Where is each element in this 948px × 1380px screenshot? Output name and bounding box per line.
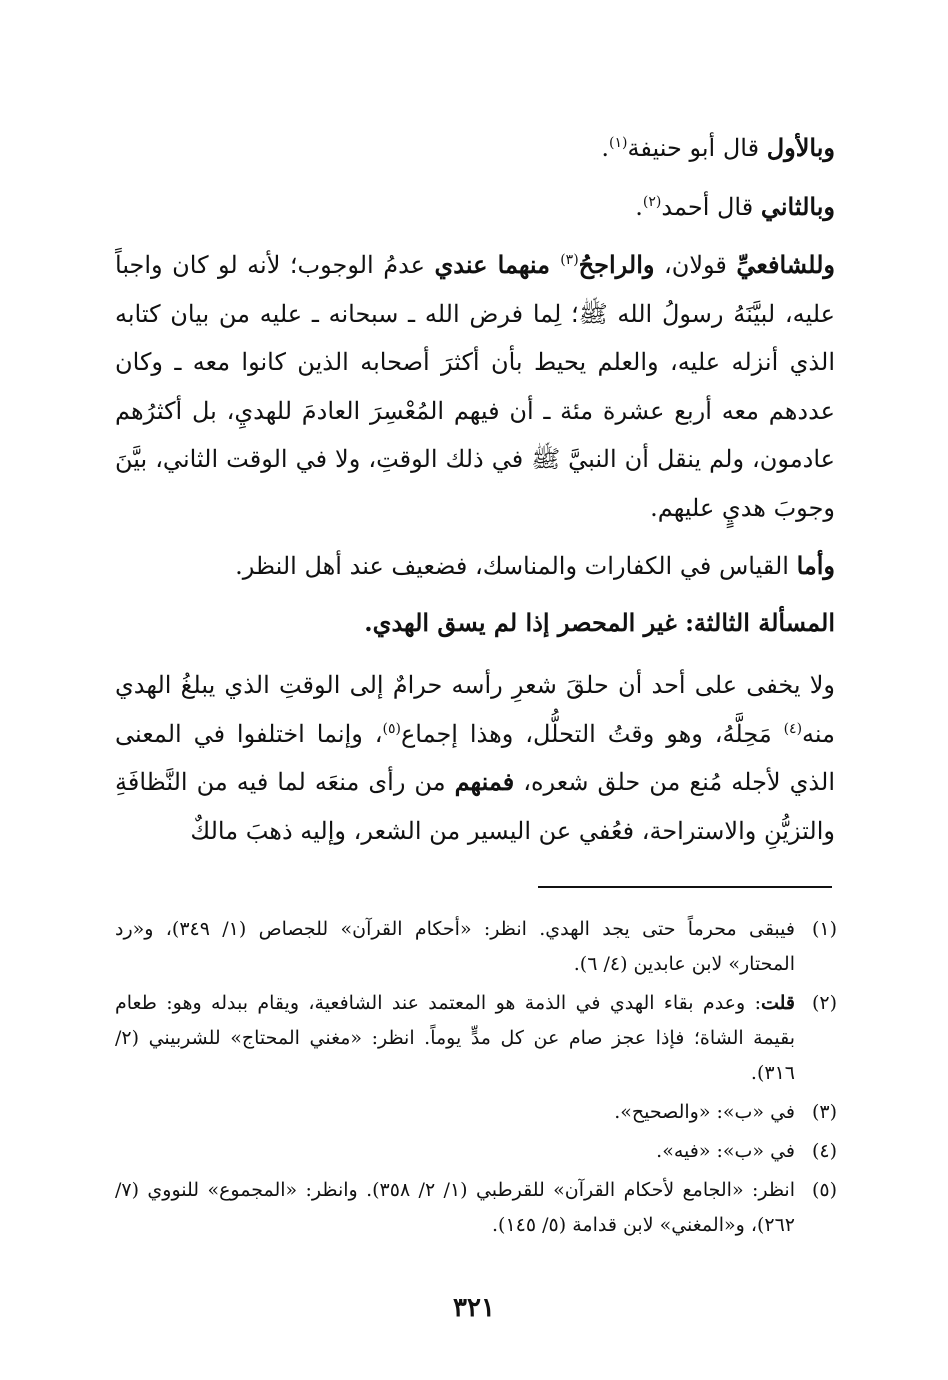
footnote-text: في «ب»: «فيه». — [656, 1140, 795, 1162]
footnote-marker[interactable]: (١) — [609, 135, 628, 151]
paragraph-ahmad — [115, 183, 835, 232]
heading-text: المسألة الثالثة: غير المحصر إذا لم يسق الهدي. — [364, 607, 835, 637]
footnote-marker[interactable]: (٣) — [560, 252, 579, 268]
paragraph-shafii — [115, 241, 835, 532]
bold-lead: وبالثاني — [760, 191, 835, 221]
bold-phrase: فمنهم — [454, 767, 515, 796]
footnote-1 — [115, 912, 837, 982]
footnote-3 — [115, 1095, 837, 1130]
footnote-number: (٣) — [811, 1101, 837, 1123]
paragraph-end: . — [601, 134, 610, 162]
footnote-4 — [115, 1134, 837, 1169]
footnote-number: (٤) — [811, 1140, 837, 1162]
paragraph-text: القياس في الكفارات والمناسك، فضعيف عند أهل النظر. — [235, 552, 797, 580]
footnote-number: (١) — [811, 918, 837, 940]
paragraph-text: من رأى منعَه لما فيه من النَّظافَةِ والتزيُّنِ والاستراحة، فعُفي عن اليسير من الشعر، وإليه ذهبَ مالكٌ — [115, 768, 835, 845]
footnote-marker[interactable]: (٤) — [783, 720, 803, 737]
footnote-2 — [115, 986, 837, 1091]
footnote-text: : وعدم بقاء الهدي في الذمة هو المعتمد عند الشافعية، ويقام ببدله وهو: طعام بقيمة الشاة؛ فإذا عجز صام عن كل مدٍّ يوماً. انظر: «مغني المحتاج» للشربيني (٢/ ٣١٦). — [115, 992, 795, 1084]
bold-lead: وللشافعيِّ — [736, 250, 836, 279]
footnote-number: (٥) — [811, 1179, 837, 1201]
section-heading — [115, 599, 835, 648]
footnote-marker[interactable]: (٥) — [382, 720, 401, 737]
footnote-marker[interactable]: (٢) — [642, 193, 662, 210]
paragraph-text: قال أبو حنيفة — [627, 134, 767, 162]
footnote-lead: قلت — [760, 992, 795, 1014]
paragraph-abu-hanifa — [115, 124, 835, 173]
footnote-text: فيبقى محرماً حتى يجد الهدي. انظر: «أحكام القرآن» للجصاص (١/ ٣٤٩)، و«رد المحتار» لابن عابدين (٤/ ٦). — [115, 918, 795, 975]
paragraph-qiyas — [115, 542, 835, 591]
paragraph-end: . — [635, 192, 643, 221]
footnote-separator — [538, 886, 832, 888]
footnote-5 — [115, 1173, 837, 1243]
paragraph-text: ، وإنما اختلفوا في المعنى الذي لأجله مُنع من حلق شعره، — [115, 719, 835, 796]
paragraph-text: ولا يخفى على أحد أن حلقَ شعرِ رأسه حرامٌ إلى الوقتِ الذي يبلغُ الهدي منه — [115, 671, 835, 748]
footnotes — [115, 912, 837, 1247]
paragraph-text: قال أحمد — [661, 192, 761, 221]
bold-phrase: والراجحُ — [578, 250, 655, 279]
footnote-body — [115, 986, 795, 1091]
footnote-number: (٢) — [811, 992, 837, 1014]
footnote-text: انظر: «الجامع لأحكام القرآن» للقرطبي (١/ ٢/ ٣٥٨). وانظر: «المجموع» للنووي (٧/ ٢٦٢)، و«المغني» لابن قدامة (٥/ ١٤٥). — [115, 1179, 795, 1236]
bold-lead: وأما — [796, 551, 835, 580]
paragraph-text: عدمُ الوجوب؛ لأنه لو كان واجباً عليه، لبيَّنَهُ رسولُ الله ﷺ؛ لِما فرض الله ـ سبحانه ـ عليه من بيان كتابه الذي أنزله عليه، والعلم يحيط بأن أكثرَ أصحابه الذين كانوا معه ـ وكان عددهم معه أربع عشرة مئة ـ أن فيهم المُعْسِرَ العادمَ للهديِ، بل أكثرُهم عادمون، ولم ينقل أن النبيَّ ﷺ في ذلك الوقتِ، ولا في الوقت الثاني، بيَّنَ وجوبَ هديٍ عليهم. — [115, 251, 835, 522]
bold-phrase: منهما عندي — [434, 250, 561, 279]
paragraph-shaving — [115, 661, 835, 855]
paragraph-text: قولان، — [654, 251, 737, 279]
bold-lead: وبالأول — [766, 133, 835, 162]
main-text — [115, 118, 835, 855]
paragraph-text: مَحِلَّهُ، وهو وقتُ التحلُّل، وهذا إجماع — [400, 719, 784, 748]
footnote-text: في «ب»: «والصحيح». — [614, 1101, 795, 1123]
page-number: ٣٢١ — [453, 1293, 495, 1323]
